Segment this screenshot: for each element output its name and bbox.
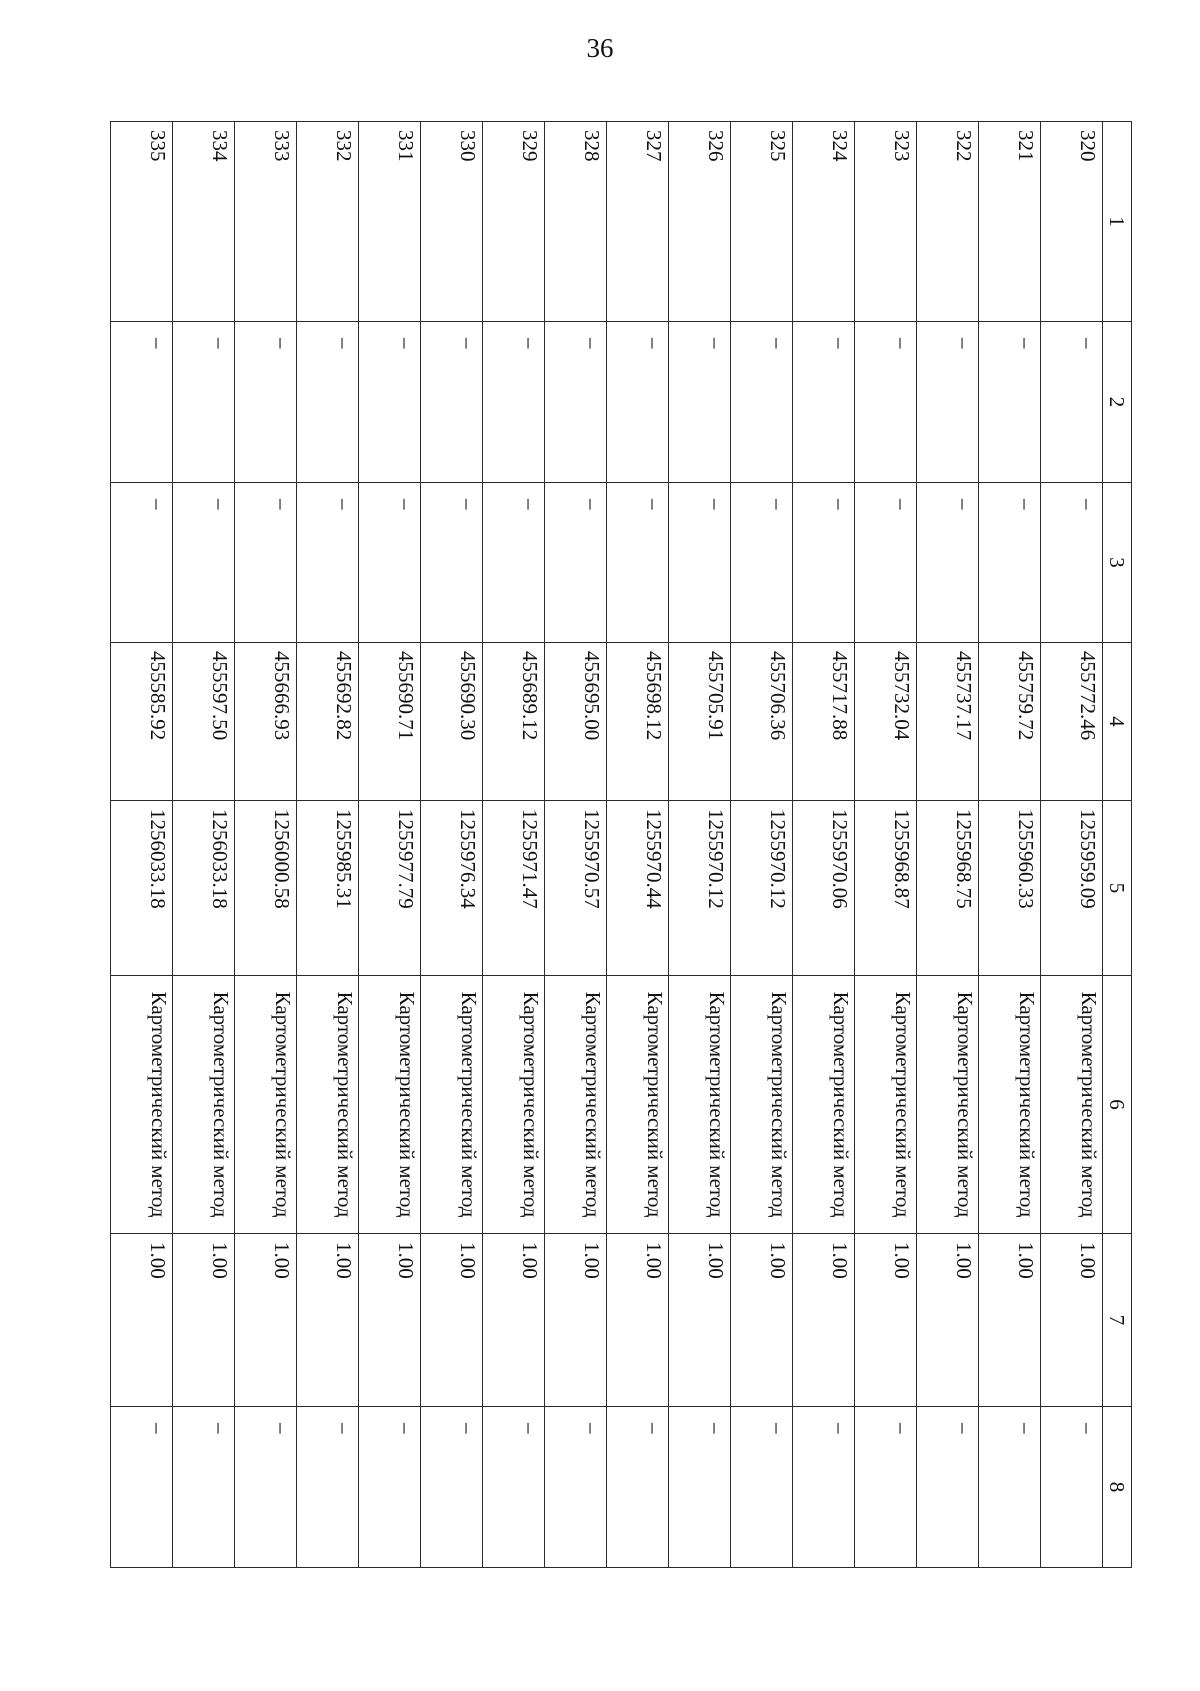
coord-y-cell: 1255968.75: [917, 801, 979, 976]
point-number-cell: 326: [669, 122, 731, 322]
col-3-cell: –: [111, 483, 173, 643]
table-row: [855, 122, 917, 1568]
coord-x-cell: 455732.04: [855, 643, 917, 801]
coord-x-cell: 455692.82: [297, 643, 359, 801]
accuracy-cell: 1.00: [545, 1234, 607, 1407]
method-cell: Картометрический метод: [173, 976, 235, 1234]
accuracy-cell: 1.00: [421, 1234, 483, 1407]
coord-y-cell: 1255977.79: [359, 801, 421, 976]
coord-y-cell: 1255968.87: [855, 801, 917, 976]
table-row: [111, 122, 173, 1568]
table-row: [669, 122, 731, 1568]
point-number-cell: 321: [979, 122, 1041, 322]
coord-y-cell: 1256033.18: [173, 801, 235, 976]
col-3-cell: –: [607, 483, 669, 643]
col-2-cell: –: [173, 322, 235, 483]
accuracy-cell: 1.00: [173, 1234, 235, 1407]
header-cell-7: 7: [1103, 1234, 1132, 1407]
coord-y-cell: 1255970.12: [669, 801, 731, 976]
table-body: [111, 122, 1132, 1568]
col-8-cell: –: [855, 1407, 917, 1568]
col-3-cell: –: [297, 483, 359, 643]
col-3-cell: –: [979, 483, 1041, 643]
table-row: [979, 122, 1041, 1568]
point-number-cell: 328: [545, 122, 607, 322]
point-number-cell: 324: [793, 122, 855, 322]
method-cell: Картометрический метод: [1041, 976, 1103, 1234]
point-number-cell: 322: [917, 122, 979, 322]
table-row: [917, 122, 979, 1568]
col-3-cell: –: [173, 483, 235, 643]
accuracy-cell: 1.00: [855, 1234, 917, 1407]
coord-y-cell: 1256033.18: [111, 801, 173, 976]
coord-x-cell: 455759.72: [979, 643, 1041, 801]
col-2-cell: –: [483, 322, 545, 483]
col-8-cell: –: [297, 1407, 359, 1568]
col-8-cell: –: [793, 1407, 855, 1568]
col-2-cell: –: [235, 322, 297, 483]
point-number-cell: 333: [235, 122, 297, 322]
page-number: 36: [586, 33, 614, 63]
point-number-cell: 334: [173, 122, 235, 322]
col-3-cell: –: [235, 483, 297, 643]
col-3-cell: –: [545, 483, 607, 643]
coord-x-cell: 455690.30: [421, 643, 483, 801]
col-2-cell: –: [1041, 322, 1103, 483]
col-2-cell: –: [545, 322, 607, 483]
col-2-cell: –: [111, 322, 173, 483]
method-cell: Картометрический метод: [731, 976, 793, 1234]
method-cell: Картометрический метод: [111, 976, 173, 1234]
col-3-cell: –: [421, 483, 483, 643]
coord-x-cell: 455690.71: [359, 643, 421, 801]
accuracy-cell: 1.00: [731, 1234, 793, 1407]
table-row: [297, 122, 359, 1568]
point-number-cell: 320: [1041, 122, 1103, 322]
method-cell: Картометрический метод: [607, 976, 669, 1234]
header-cell-4: 4: [1103, 643, 1132, 801]
coord-x-cell: 455585.92: [111, 643, 173, 801]
accuracy-cell: 1.00: [669, 1234, 731, 1407]
method-cell: Картометрический метод: [483, 976, 545, 1234]
rotated-table-container: [146, 121, 1132, 1567]
table-row: [359, 122, 421, 1568]
col-3-cell: –: [855, 483, 917, 643]
col-8-cell: –: [731, 1407, 793, 1568]
table-row: [235, 122, 297, 1568]
coord-y-cell: 1255970.06: [793, 801, 855, 976]
point-number-cell: 335: [111, 122, 173, 322]
col-2-cell: –: [917, 322, 979, 483]
coord-x-cell: 455706.36: [731, 643, 793, 801]
method-cell: Картометрический метод: [855, 976, 917, 1234]
header-row: [1103, 122, 1132, 1568]
coord-y-cell: 1255971.47: [483, 801, 545, 976]
col-2-cell: –: [607, 322, 669, 483]
col-3-cell: –: [731, 483, 793, 643]
table-row: [483, 122, 545, 1568]
coord-y-cell: 1255970.57: [545, 801, 607, 976]
col-8-cell: –: [111, 1407, 173, 1568]
accuracy-cell: 1.00: [917, 1234, 979, 1407]
coord-x-cell: 455666.93: [235, 643, 297, 801]
table-row: [545, 122, 607, 1568]
point-number-cell: 325: [731, 122, 793, 322]
col-8-cell: –: [979, 1407, 1041, 1568]
col-2-cell: –: [793, 322, 855, 483]
col-2-cell: –: [421, 322, 483, 483]
accuracy-cell: 1.00: [979, 1234, 1041, 1407]
method-cell: Картометрический метод: [421, 976, 483, 1234]
table-row: [607, 122, 669, 1568]
point-number-cell: 329: [483, 122, 545, 322]
header-cell-6: 6: [1103, 976, 1132, 1234]
col-2-cell: –: [669, 322, 731, 483]
method-cell: Картометрический метод: [359, 976, 421, 1234]
method-cell: Картометрический метод: [545, 976, 607, 1234]
col-3-cell: –: [793, 483, 855, 643]
col-8-cell: –: [669, 1407, 731, 1568]
col-8-cell: –: [235, 1407, 297, 1568]
table-row: [1041, 122, 1103, 1568]
coord-x-cell: 455705.91: [669, 643, 731, 801]
method-cell: Картометрический метод: [917, 976, 979, 1234]
method-cell: Картометрический метод: [235, 976, 297, 1234]
col-2-cell: –: [855, 322, 917, 483]
coord-y-cell: 1255960.33: [979, 801, 1041, 976]
point-number-cell: 323: [855, 122, 917, 322]
accuracy-cell: 1.00: [793, 1234, 855, 1407]
col-3-cell: –: [917, 483, 979, 643]
accuracy-cell: 1.00: [235, 1234, 297, 1407]
col-3-cell: –: [669, 483, 731, 643]
header-cell-1: 1: [1103, 122, 1132, 322]
col-8-cell: –: [917, 1407, 979, 1568]
coordinates-table: [110, 121, 1132, 1568]
col-3-cell: –: [483, 483, 545, 643]
col-8-cell: –: [421, 1407, 483, 1568]
col-8-cell: –: [545, 1407, 607, 1568]
accuracy-cell: 1.00: [483, 1234, 545, 1407]
coord-x-cell: 455717.88: [793, 643, 855, 801]
coord-y-cell: 1255985.31: [297, 801, 359, 976]
col-3-cell: –: [1041, 483, 1103, 643]
col-8-cell: –: [1041, 1407, 1103, 1568]
header-cell-8: 8: [1103, 1407, 1132, 1568]
accuracy-cell: 1.00: [359, 1234, 421, 1407]
coord-y-cell: 1255970.12: [731, 801, 793, 976]
method-cell: Картометрический метод: [297, 976, 359, 1234]
accuracy-cell: 1.00: [1041, 1234, 1103, 1407]
col-2-cell: –: [359, 322, 421, 483]
method-cell: Картометрический метод: [979, 976, 1041, 1234]
col-8-cell: –: [173, 1407, 235, 1568]
coord-x-cell: 455698.12: [607, 643, 669, 801]
accuracy-cell: 1.00: [111, 1234, 173, 1407]
col-8-cell: –: [483, 1407, 545, 1568]
header-cell-2: 2: [1103, 322, 1132, 483]
coord-y-cell: 1255976.34: [421, 801, 483, 976]
accuracy-cell: 1.00: [297, 1234, 359, 1407]
accuracy-cell: 1.00: [607, 1234, 669, 1407]
col-3-cell: –: [359, 483, 421, 643]
method-cell: Картометрический метод: [669, 976, 731, 1234]
point-number-cell: 331: [359, 122, 421, 322]
point-number-cell: 332: [297, 122, 359, 322]
col-2-cell: –: [731, 322, 793, 483]
table-row: [793, 122, 855, 1568]
header-cell-5: 5: [1103, 801, 1132, 976]
method-cell: Картометрический метод: [793, 976, 855, 1234]
col-8-cell: –: [359, 1407, 421, 1568]
table-row: [421, 122, 483, 1568]
coord-x-cell: 455597.50: [173, 643, 235, 801]
point-number-cell: 330: [421, 122, 483, 322]
coord-x-cell: 455695.00: [545, 643, 607, 801]
coord-x-cell: 455737.17: [917, 643, 979, 801]
coord-y-cell: 1255959.09: [1041, 801, 1103, 976]
point-number-cell: 327: [607, 122, 669, 322]
col-2-cell: –: [297, 322, 359, 483]
coord-y-cell: 1255970.44: [607, 801, 669, 976]
col-2-cell: –: [979, 322, 1041, 483]
table-row: [173, 122, 235, 1568]
coord-y-cell: 1256000.58: [235, 801, 297, 976]
coord-x-cell: 455772.46: [1041, 643, 1103, 801]
col-8-cell: –: [607, 1407, 669, 1568]
coord-x-cell: 455689.12: [483, 643, 545, 801]
header-cell-3: 3: [1103, 483, 1132, 643]
table-row: [731, 122, 793, 1568]
